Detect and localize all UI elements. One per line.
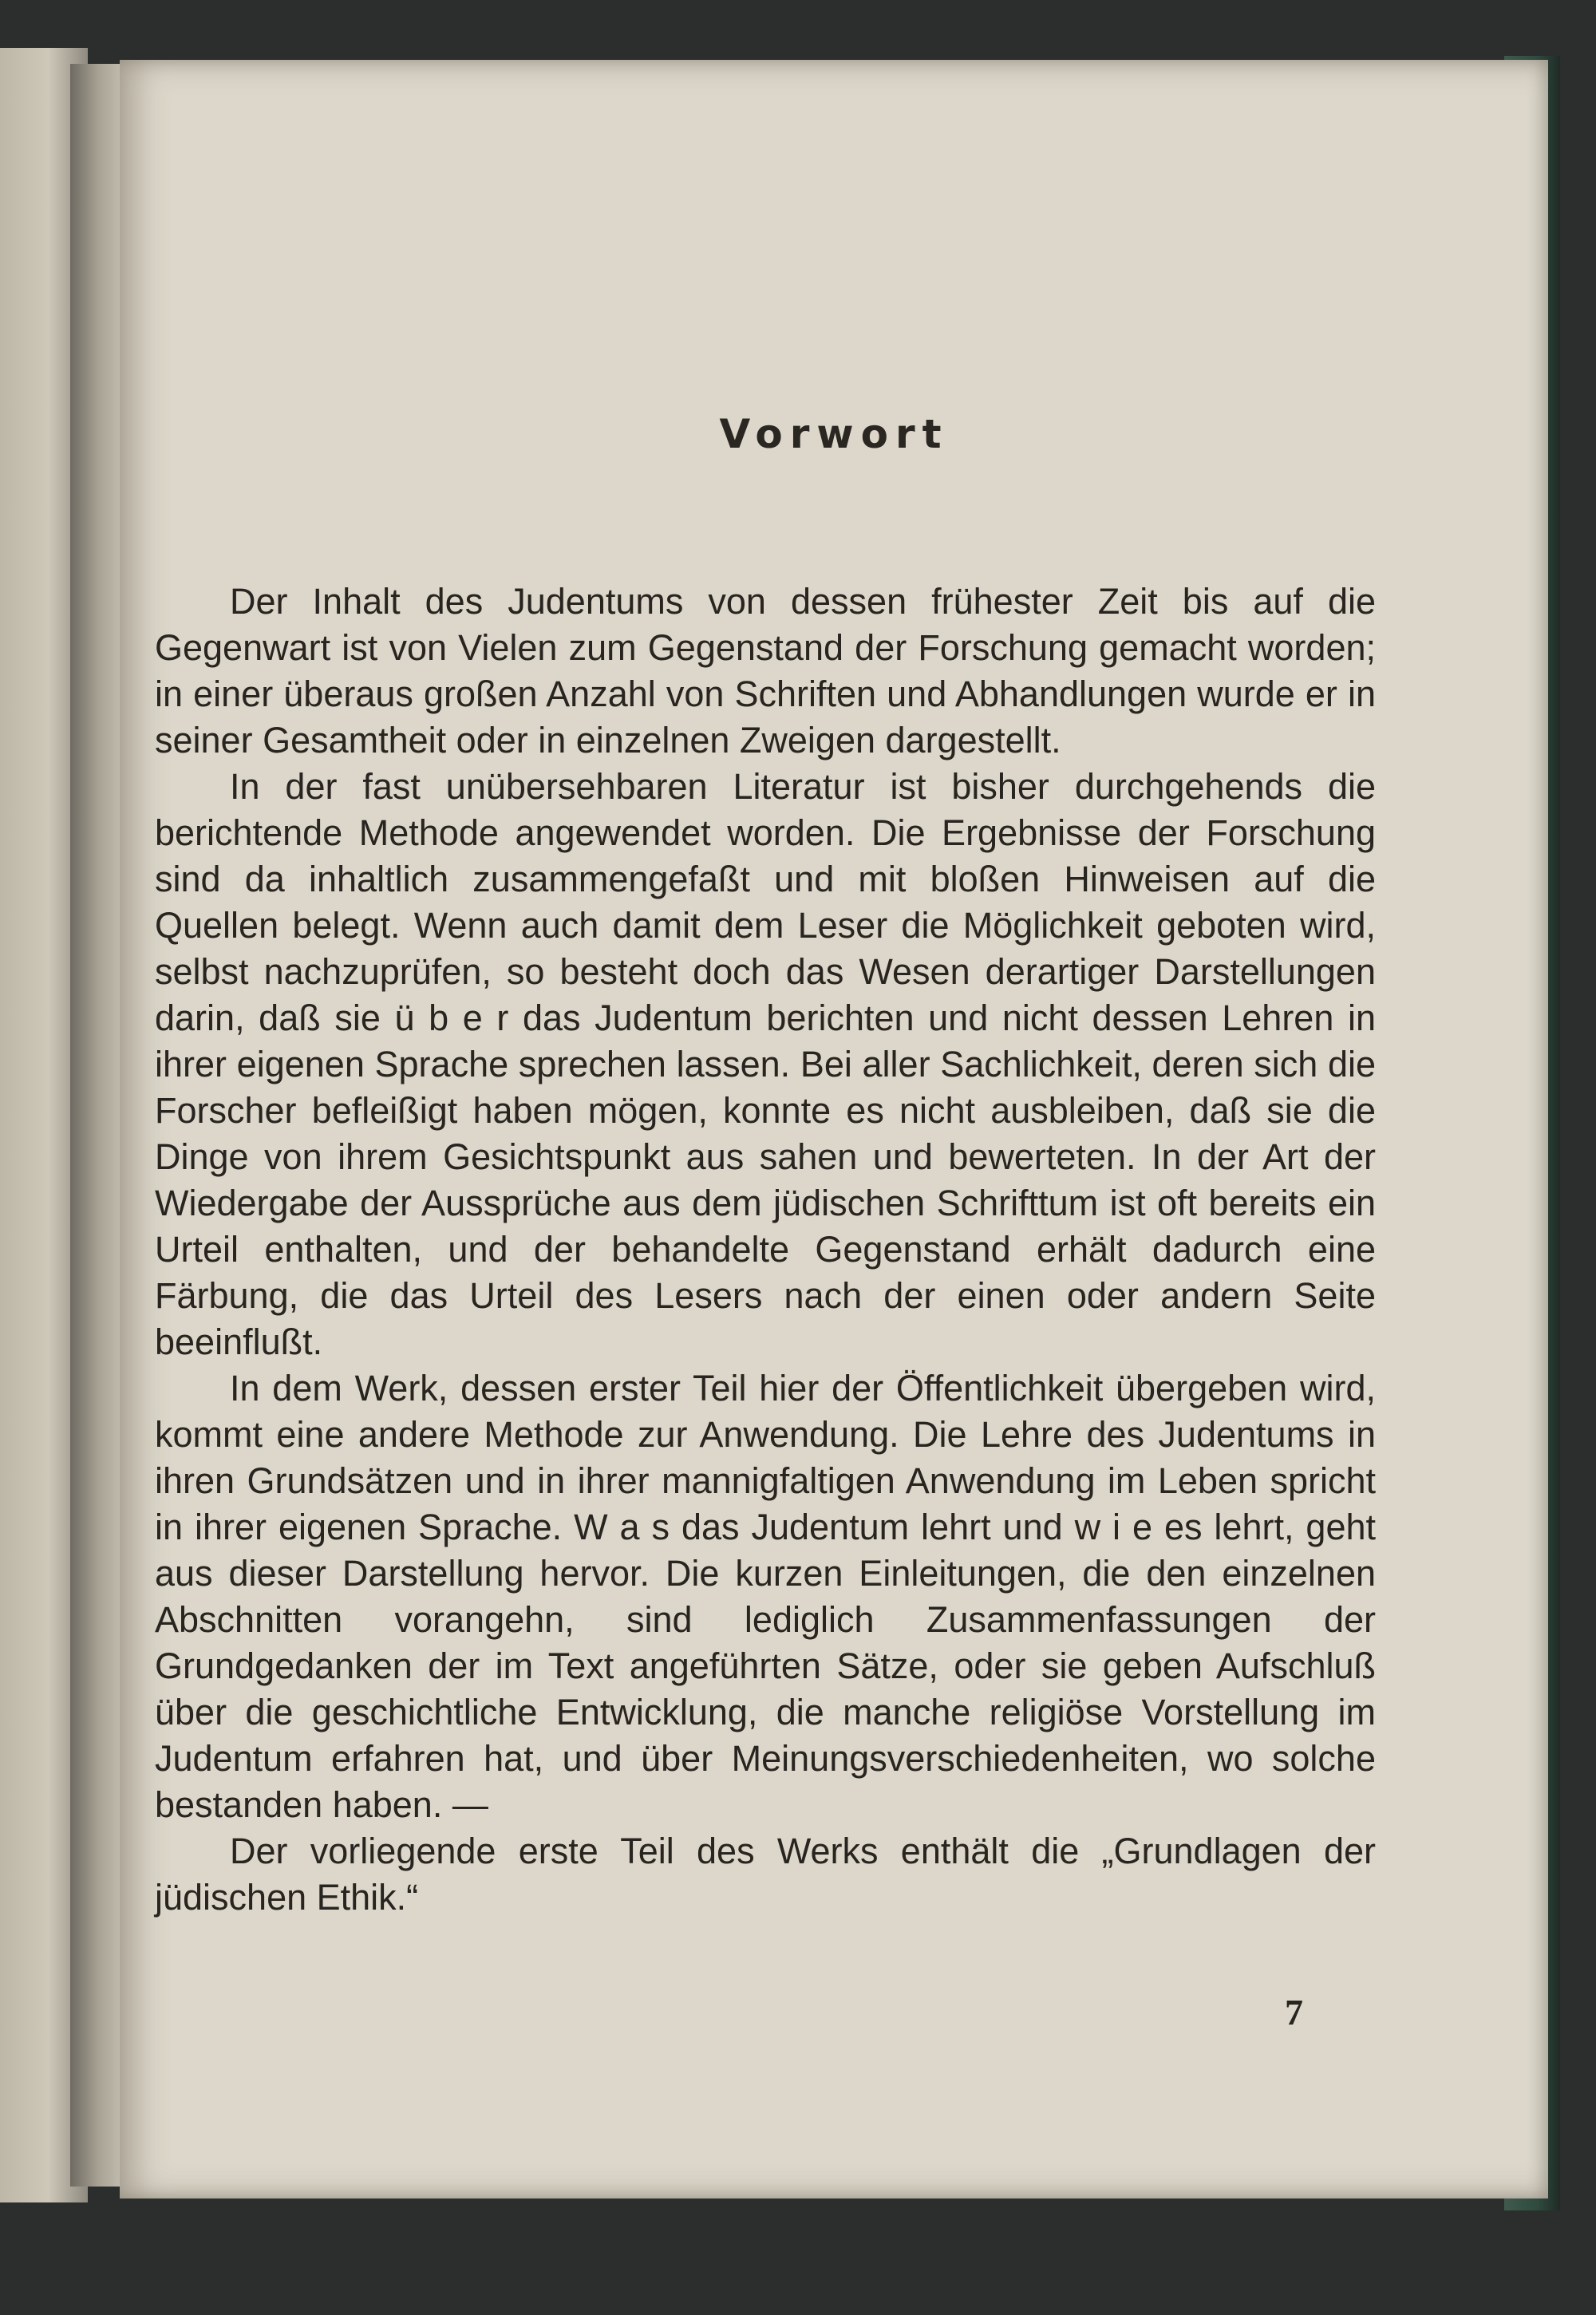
- paragraph: In der fast unübersehbaren Literatur ist bisher durchgehends die berichtende Methode angewendet worden. Die Ergebnisse der Forschung sind da inhaltlich zusammengefaßt und mit bloßen Hinweisen auf die Quellen belegt. Wenn auch damit dem Leser die Möglichkeit geboten wird, selbst nachzuprüfen, so besteht doch das Wesen derartiger Darstellungen darin, daß sie ü b e r das Judentum berichten und nicht dessen Lehren in ihrer eigenen Sprache sprechen lassen. Bei aller Sachlichkeit, deren sich die Forscher befleißigt haben mögen, konnte es nicht ausbleiben, daß sie die Dinge von ihrem Gesichtspunkt aus sahen und bewerteten. In der Art der Wiedergabe der Aussprüche aus dem jüdischen Schrifttum ist oft bereits ein Urteil enthalten, und der behandelte Gegenstand erhält dadurch eine Färbung, die das Urteil des Lesers nach der einen oder andern Seite beeinflußt.: [155, 766, 1376, 1362]
- book-page: [120, 60, 1548, 2198]
- page-title: Vorwort: [719, 411, 949, 457]
- paragraph: Der Inhalt des Judentums von dessen frühester Zeit bis auf die Gegenwart ist von Vielen zum Gegenstand der Forschung gemacht worden; in einer überaus großen Anzahl von Schriften und Abhandlungen wurde er in seiner Gesamtheit oder in einzelnen Zweigen dargestellt.: [155, 581, 1376, 760]
- body-text: [155, 579, 1376, 1921]
- paragraph: In dem Werk, dessen erster Teil hier der Öffentlichkeit übergeben wird, kommt eine andere Methode zur Anwendung. Die Lehre des Judentums in ihren Grundsätzen und in ihrer mannigfaltigen Anwendung im Leben spricht in ihrer eigenen Sprache. W a s das Judentum lehrt und w i e es lehrt, geht aus dieser Darstellung hervor. Die kurzen Einleitungen, die den einzelnen Abschnitten vorangehn, sind lediglich Zusammenfassungen der Grundgedanken der im Text angeführten Sätze, oder sie geben Aufschluß über die geschichtliche Entwicklung, die manche religiöse Vorstellung im Judentum erfahren hat, und über Meinungsverschiedenheiten, wo solche bestanden haben. —: [155, 1368, 1376, 1825]
- page-number: 7: [1285, 1992, 1303, 2033]
- paragraph: Der vorliegende erste Teil des Werks enthält die „Grundlagen der jüdischen Ethik.“: [155, 1831, 1376, 1918]
